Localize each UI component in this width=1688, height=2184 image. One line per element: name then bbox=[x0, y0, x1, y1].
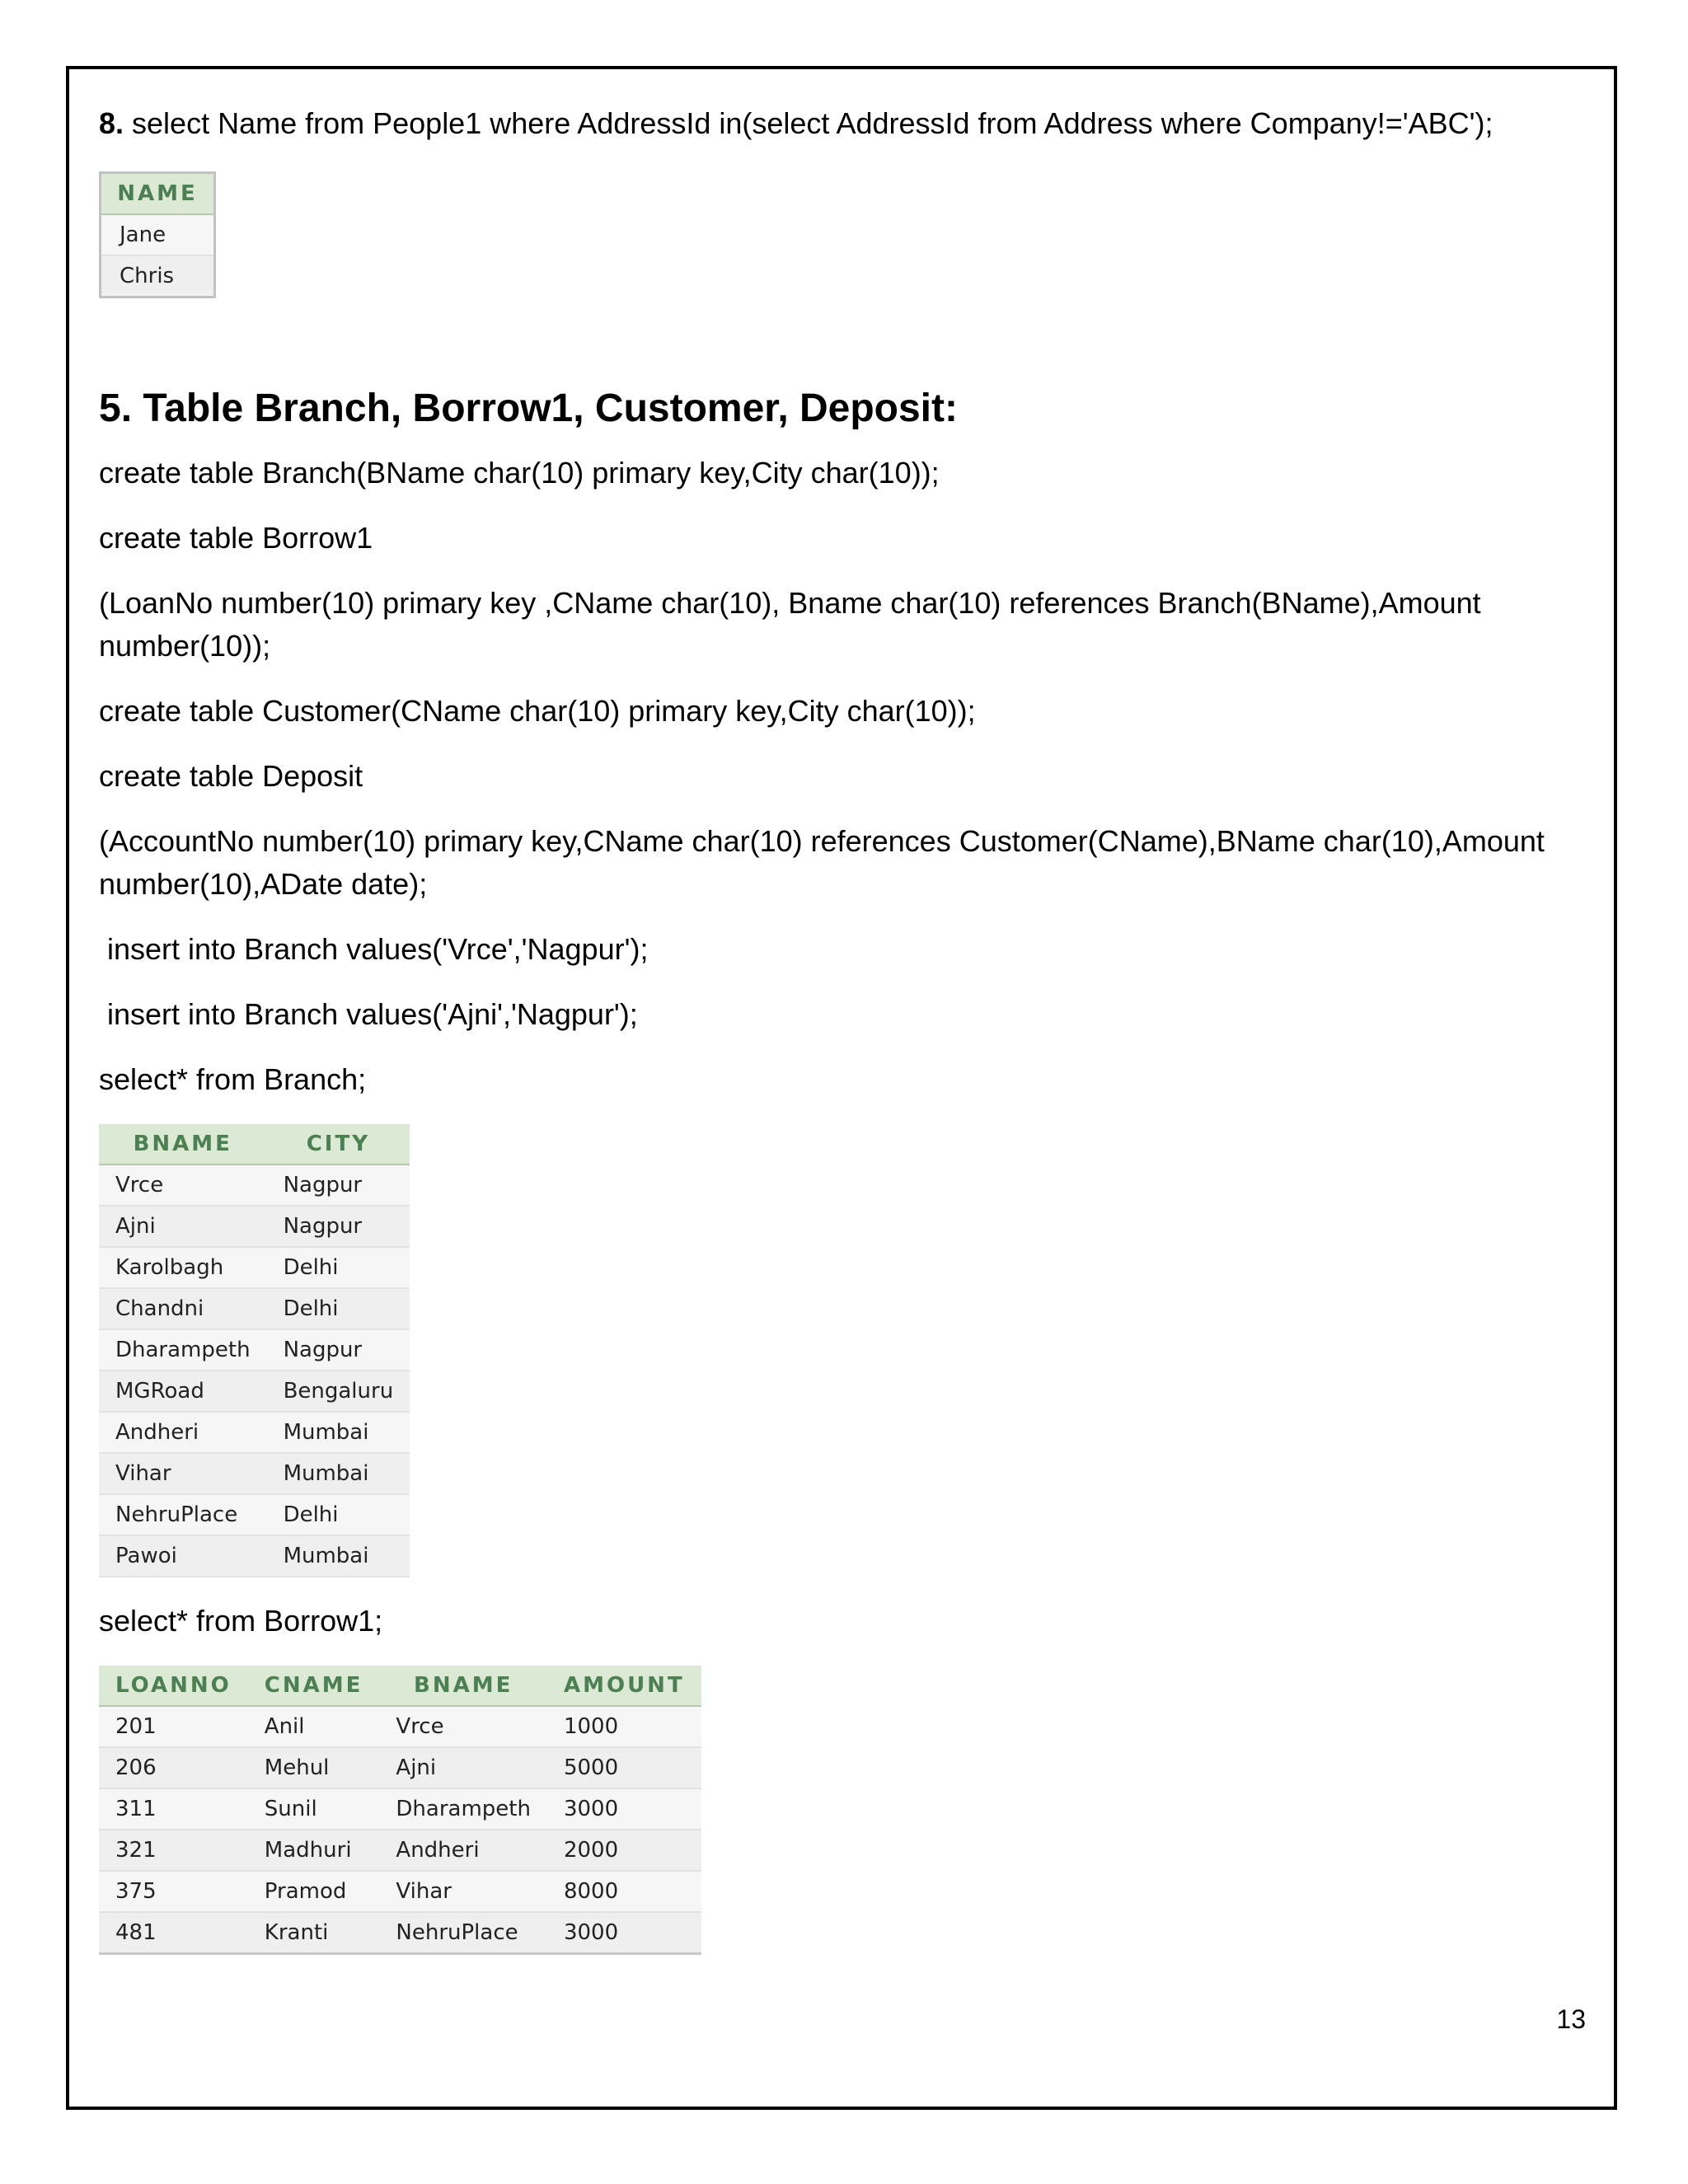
table-row bbox=[99, 1288, 410, 1329]
table-row bbox=[99, 1206, 410, 1247]
table-cell: 8000 bbox=[547, 1871, 701, 1912]
table-cell: Sunil bbox=[248, 1788, 380, 1830]
table-cell: Delhi bbox=[267, 1288, 410, 1329]
table-row bbox=[99, 1830, 701, 1871]
table-cell: 375 bbox=[99, 1871, 248, 1912]
table-row bbox=[99, 1453, 410, 1494]
table-cell: Karolbagh bbox=[99, 1247, 267, 1288]
table-cell: Ajni bbox=[379, 1747, 547, 1788]
sql-line: insert into Branch values('Ajni','Nagpur'); bbox=[99, 997, 638, 1031]
column-header: BNAME bbox=[379, 1666, 547, 1706]
table-cell: 311 bbox=[99, 1788, 248, 1830]
table-cell: Nagpur bbox=[267, 1206, 410, 1247]
sql-line: select* from Borrow1; bbox=[99, 1604, 383, 1638]
table-cell: Pawoi bbox=[99, 1535, 267, 1577]
sql-line: create table Borrow1 bbox=[99, 521, 373, 555]
table-cell: 1000 bbox=[547, 1706, 701, 1747]
table-cell: Ajni bbox=[99, 1206, 267, 1247]
page-content bbox=[99, 99, 1582, 1955]
table-cell: Mumbai bbox=[267, 1535, 410, 1577]
column-header: AMOUNT bbox=[547, 1666, 701, 1706]
sql-line: select* from Branch; bbox=[99, 1062, 367, 1096]
name-result-table bbox=[99, 171, 216, 298]
table-cell: Madhuri bbox=[248, 1830, 380, 1871]
table-cell: Vrce bbox=[99, 1165, 267, 1206]
table-row bbox=[99, 1412, 410, 1453]
table-cell: NehruPlace bbox=[379, 1912, 547, 1954]
table-cell: Mehul bbox=[248, 1747, 380, 1788]
query-8 bbox=[99, 99, 1582, 148]
table-cell: 201 bbox=[99, 1706, 248, 1747]
table-cell: Delhi bbox=[267, 1247, 410, 1288]
table-cell: Bengaluru bbox=[267, 1371, 410, 1412]
table-cell: Dharampeth bbox=[99, 1329, 267, 1371]
table-cell: Chris bbox=[101, 255, 215, 298]
table-cell: Andheri bbox=[379, 1830, 547, 1871]
table-row bbox=[99, 1165, 410, 1206]
branch-result-table bbox=[99, 1124, 410, 1577]
table-cell: 3000 bbox=[547, 1788, 701, 1830]
table-cell: Jane bbox=[101, 214, 215, 255]
table-cell: 3000 bbox=[547, 1912, 701, 1954]
table-header-row bbox=[99, 1124, 410, 1165]
table-cell: Vihar bbox=[99, 1453, 267, 1494]
table-cell: 481 bbox=[99, 1912, 248, 1954]
sql-line: create table Branch(BName char(10) primary key,City char(10)); bbox=[99, 456, 940, 490]
table-header-row bbox=[101, 173, 215, 215]
table-row bbox=[99, 1494, 410, 1535]
table-header-row bbox=[99, 1666, 701, 1706]
table-cell: Kranti bbox=[248, 1912, 380, 1954]
table-cell: Mumbai bbox=[267, 1412, 410, 1453]
sql-line: create table Customer(CName char(10) primary key,City char(10)); bbox=[99, 694, 976, 728]
table-row bbox=[101, 214, 215, 255]
table-cell: Pramod bbox=[248, 1871, 380, 1912]
table-cell: MGRoad bbox=[99, 1371, 267, 1412]
table-row bbox=[99, 1788, 701, 1830]
borrow-result-table bbox=[99, 1666, 701, 1955]
table-cell: NehruPlace bbox=[99, 1494, 267, 1535]
table-cell: 321 bbox=[99, 1830, 248, 1871]
column-header: LOANNO bbox=[99, 1666, 248, 1706]
table-row bbox=[99, 1329, 410, 1371]
table-cell: Vihar bbox=[379, 1871, 547, 1912]
sql-line: (LoanNo number(10) primary key ,CName char(10), Bname char(10) references Branch(BName),Amount number(10)); bbox=[99, 586, 1489, 663]
table-row bbox=[99, 1247, 410, 1288]
query-text: select Name from People1 where AddressId in(select AddressId from Address where Company!='ABC'); bbox=[124, 106, 1493, 140]
table-row bbox=[99, 1912, 701, 1954]
column-header: BNAME bbox=[99, 1124, 267, 1165]
table-cell: Nagpur bbox=[267, 1165, 410, 1206]
query-number: 8. bbox=[99, 106, 124, 140]
column-header: CNAME bbox=[248, 1666, 380, 1706]
table-cell: 2000 bbox=[547, 1830, 701, 1871]
section-heading: 5. Table Branch, Borrow1, Customer, Deposit: bbox=[99, 387, 958, 430]
sql-line: create table Deposit bbox=[99, 759, 363, 793]
table-cell: Delhi bbox=[267, 1494, 410, 1535]
table-cell: Andheri bbox=[99, 1412, 267, 1453]
table-row bbox=[101, 255, 215, 298]
table-row bbox=[99, 1371, 410, 1412]
table-cell: 206 bbox=[99, 1747, 248, 1788]
table-cell: Nagpur bbox=[267, 1329, 410, 1371]
page-number: 13 bbox=[1556, 2004, 1586, 2034]
table-row bbox=[99, 1706, 701, 1747]
sql-line: (AccountNo number(10) primary key,CName char(10) references Customer(CName),BName char(10),Amount number(10),ADate date); bbox=[99, 824, 1553, 901]
column-header: NAME bbox=[101, 173, 215, 215]
table-row bbox=[99, 1871, 701, 1912]
table-cell: Mumbai bbox=[267, 1453, 410, 1494]
table-cell: Chandni bbox=[99, 1288, 267, 1329]
table-row bbox=[99, 1747, 701, 1788]
table-cell: 5000 bbox=[547, 1747, 701, 1788]
table-row bbox=[99, 1535, 410, 1577]
table-cell: Dharampeth bbox=[379, 1788, 547, 1830]
column-header: CITY bbox=[267, 1124, 410, 1165]
table-cell: Vrce bbox=[379, 1706, 547, 1747]
table-cell: Anil bbox=[248, 1706, 380, 1747]
sql-line: insert into Branch values('Vrce','Nagpur'); bbox=[99, 932, 649, 966]
